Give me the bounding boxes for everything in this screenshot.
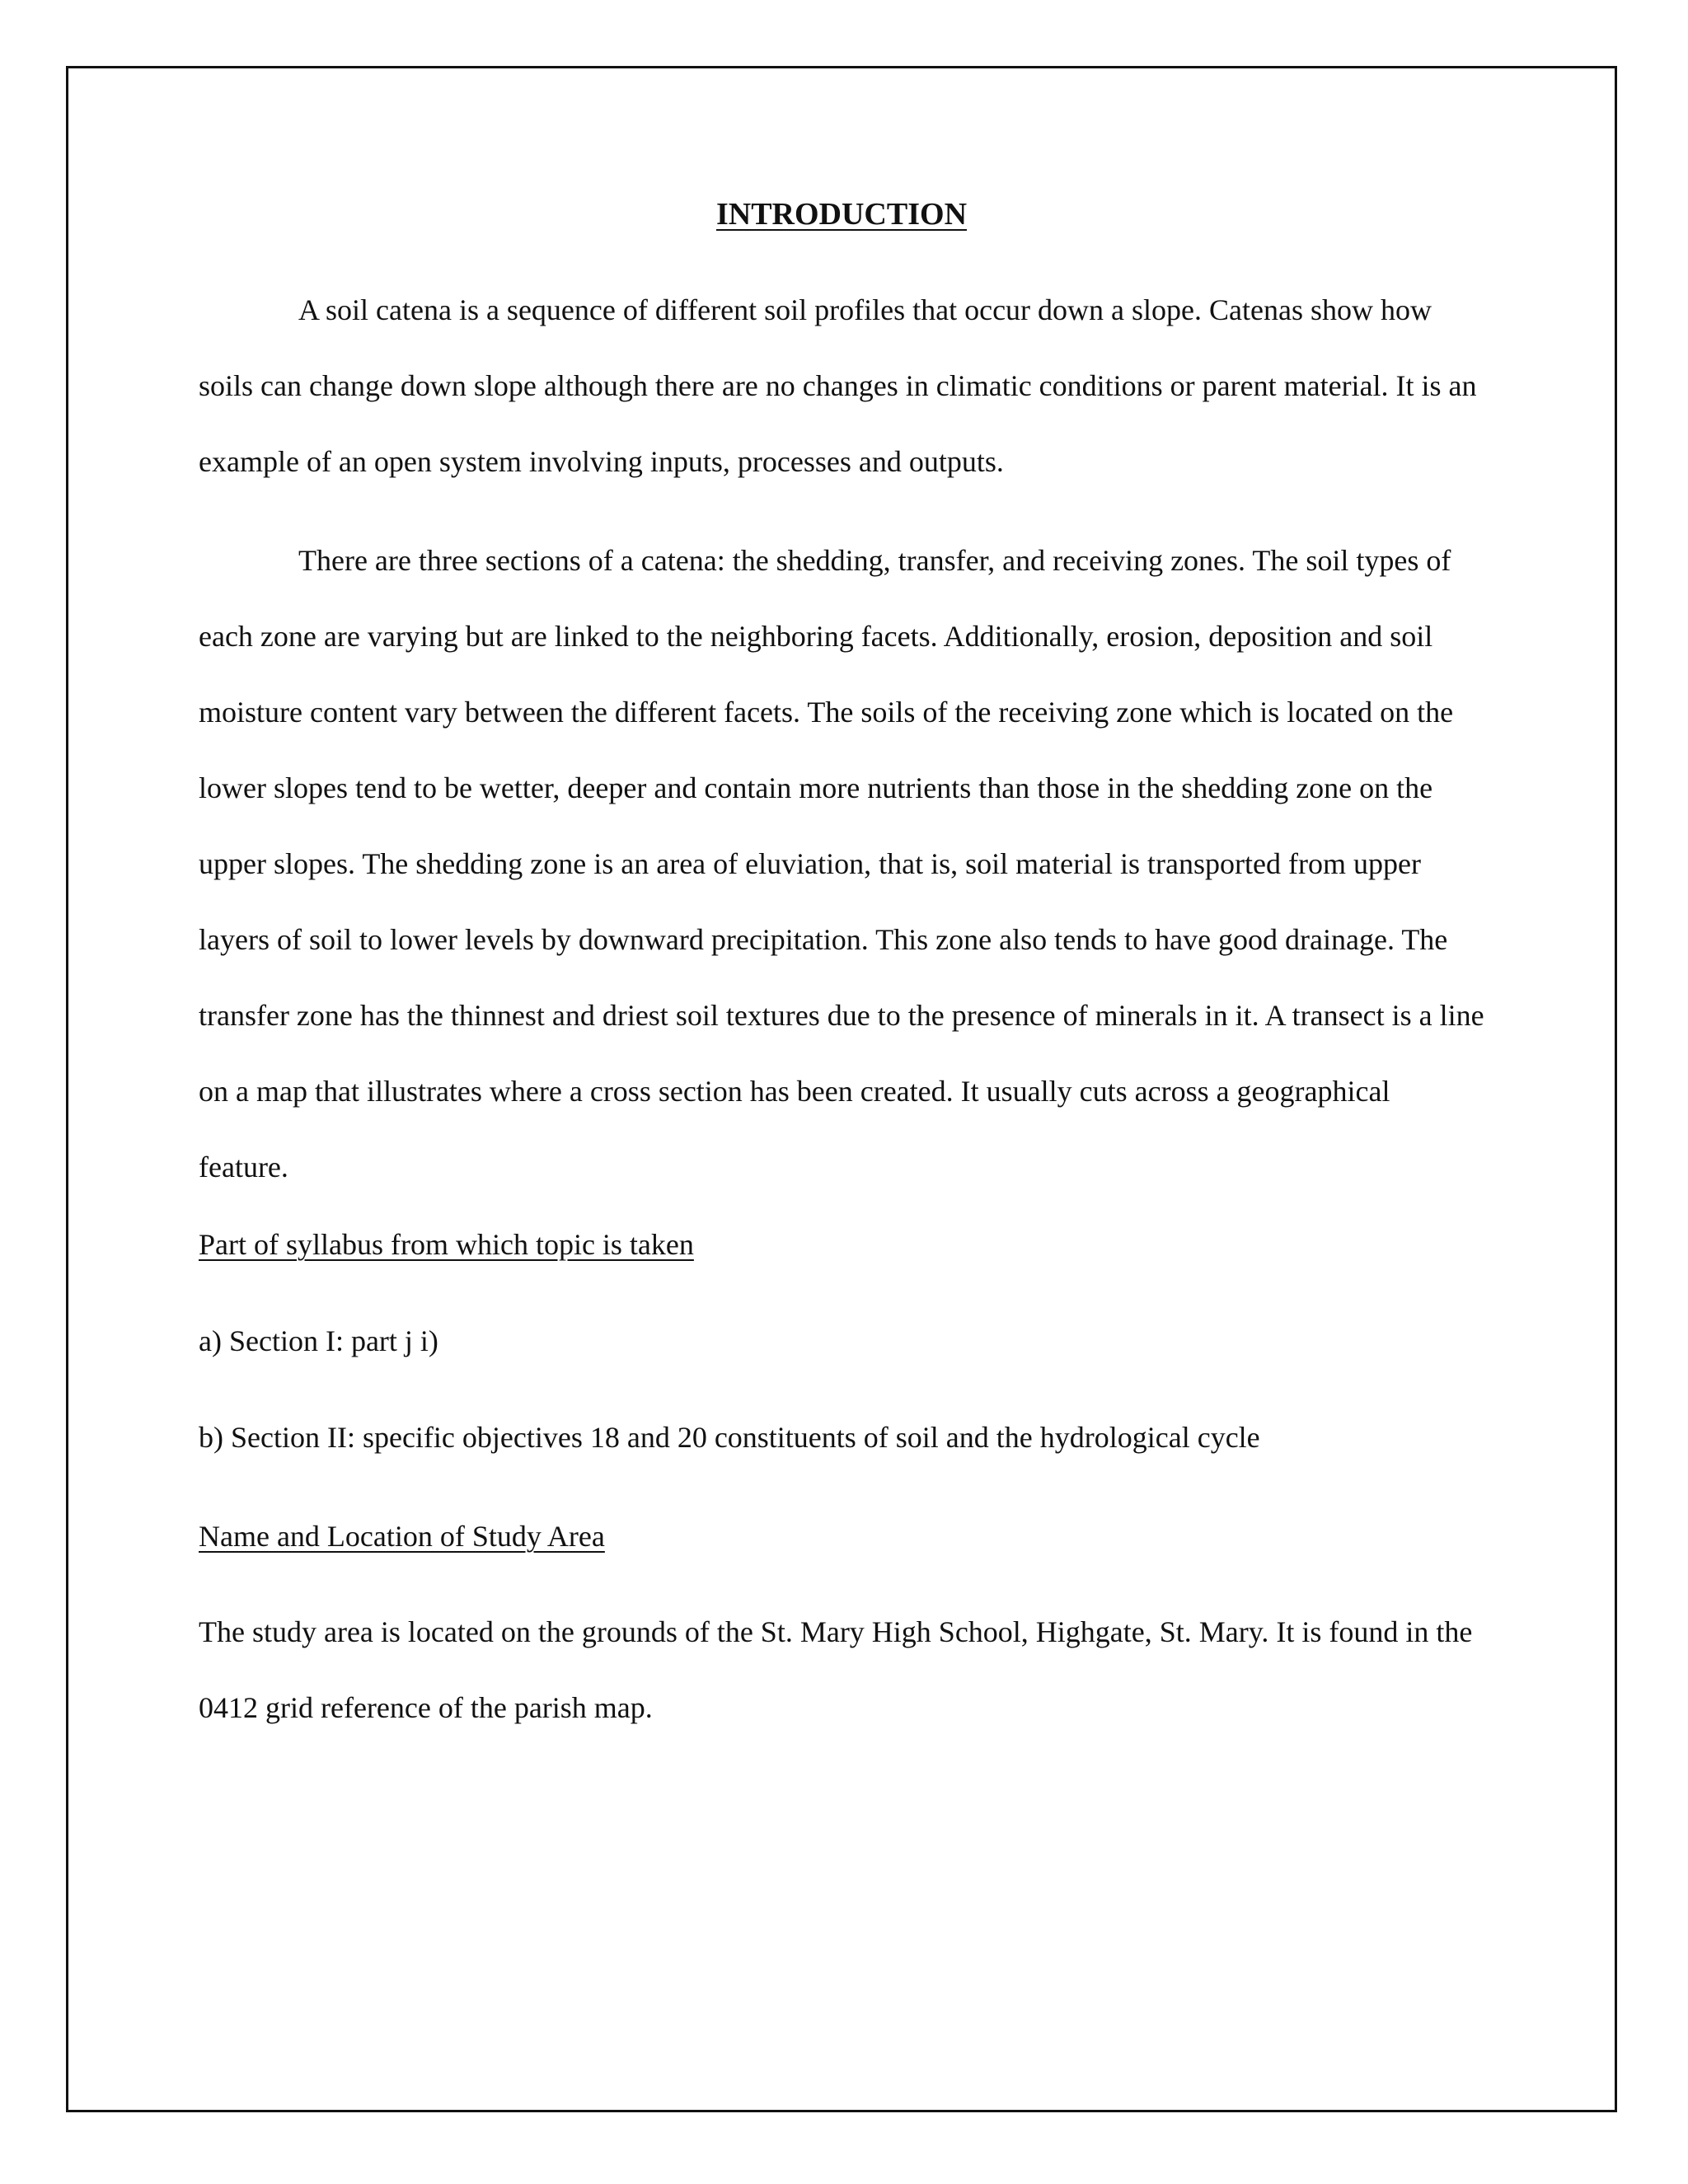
intro-paragraph-2: There are three sections of a catena: the shedding, transfer, and receiving zones. The soil types of each zone are varying but are linked to the neighboring facets. Additionally, erosion, deposition and soil moisture content vary between the different facets. The soils of the receiving zone which is located on the lower slopes tend to be wetter, deeper and contain more nutrients than those in the shedding zone on the upper slopes. The shedding zone is an area of eluviation, that is, soil material is transported from upper layers of soil to lower levels by downward precipitation. This zone also tends to have good drainage. The transfer zone has the thinnest and driest soil textures due to the presence of minerals in it. A transect is a line on a map that illustrates where a cross section has been created. It usually cuts across a geographical feature.	[199, 544, 1484, 1183]
syllabus-item-a: a) Section I: part j i)	[199, 1324, 438, 1357]
section-spacer	[199, 1205, 1484, 1220]
section-spacer	[199, 1561, 1484, 1594]
location-paragraph: The study area is located on the grounds of the St. Mary High School, Highgate, St. Mary. It is found in the 0412 grid reference of the parish map.	[199, 1615, 1473, 1724]
location-heading: Name and Location of Study Area	[199, 1520, 605, 1553]
section-spacer	[199, 1269, 1484, 1316]
syllabus-item-b: b) Section II: specific objectives 18 and 20 constituents of soil and the hydrological cycle	[199, 1421, 1260, 1454]
page-title: INTRODUCTION	[715, 197, 968, 232]
paragraph-spacer	[199, 499, 1484, 523]
section-spacer	[199, 1366, 1484, 1413]
section-spacer	[199, 1462, 1484, 1511]
syllabus-heading: Part of syllabus from which topic is taken	[199, 1228, 694, 1261]
intro-paragraph-1: A soil catena is a sequence of different soil profiles that occur down a slope. Catenas show how soils can change down slope although there are no changes in climatic conditions or parent material. It is an example of an open system involving inputs, processes and outputs.	[199, 293, 1477, 478]
document-body	[199, 190, 1484, 1746]
